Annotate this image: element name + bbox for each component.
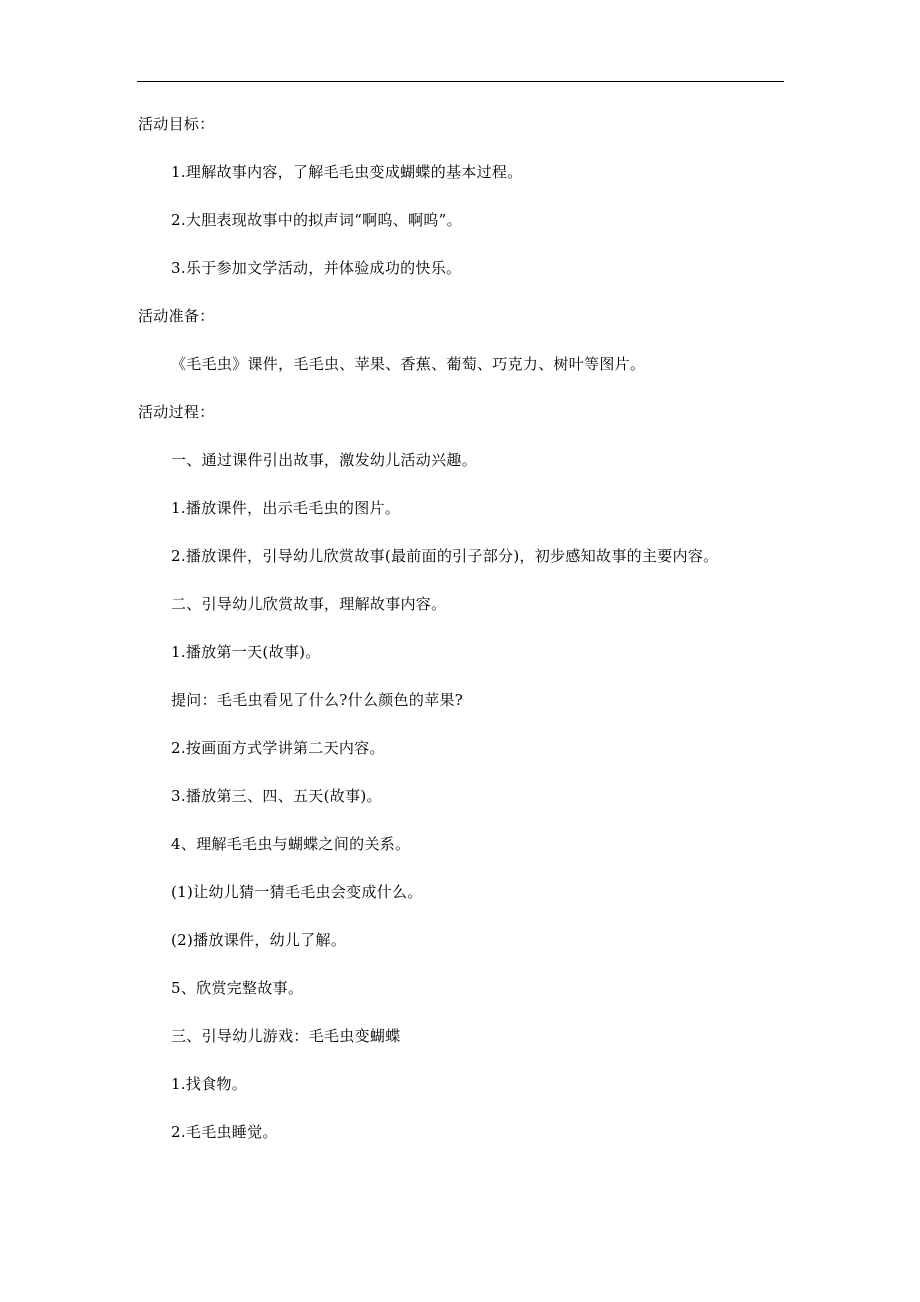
process-item: 1.找食物。 xyxy=(171,1075,248,1093)
process-item: (2)播放课件，幼儿了解。 xyxy=(171,931,347,949)
process-item: (1)让幼儿猜一猜毛毛虫会变成什么。 xyxy=(171,883,423,901)
goal-item-2: 2.大胆表现故事中的拟声词“啊呜、啊呜”。 xyxy=(171,211,462,229)
process-item: 4、理解毛毛虫与蝴蝶之间的关系。 xyxy=(171,835,411,853)
section-heading-process: 活动过程： xyxy=(138,403,215,421)
process-item: 一、通过课件引出故事，激发幼儿活动兴趣。 xyxy=(171,451,478,469)
section-heading-goals: 活动目标： xyxy=(138,115,215,133)
process-item: 2.播放课件，引导幼儿欣赏故事(最前面的引子部分)，初步感知故事的主要内容。 xyxy=(171,547,719,565)
header-rule xyxy=(137,81,784,82)
preparation-item-1: 《毛毛虫》课件，毛毛虫、苹果、香蕉、葡萄、巧克力、树叶等图片。 xyxy=(171,355,646,373)
process-item: 1.播放课件，出示毛毛虫的图片。 xyxy=(171,499,401,517)
goal-item-3: 3.乐于参加文学活动，并体验成功的快乐。 xyxy=(171,259,462,277)
process-item: 1.播放第一天(故事)。 xyxy=(171,643,321,661)
process-item: 2.按画面方式学讲第二天内容。 xyxy=(171,739,385,757)
process-item: 5、欣赏完整故事。 xyxy=(171,979,304,997)
process-item: 三、引导幼儿游戏：毛毛虫变蝴蝶 xyxy=(171,1027,401,1045)
goal-item-1: 1.理解故事内容，了解毛毛虫变成蝴蝶的基本过程。 xyxy=(171,163,523,181)
process-item: 3.播放第三、四、五天(故事)。 xyxy=(171,787,382,805)
section-heading-preparation: 活动准备： xyxy=(138,307,215,325)
process-item: 2.毛毛虫睡觉。 xyxy=(171,1123,278,1141)
process-item: 提问：毛毛虫看见了什么?什么颜色的苹果? xyxy=(171,691,464,709)
process-item: 二、引导幼儿欣赏故事，理解故事内容。 xyxy=(171,595,447,613)
